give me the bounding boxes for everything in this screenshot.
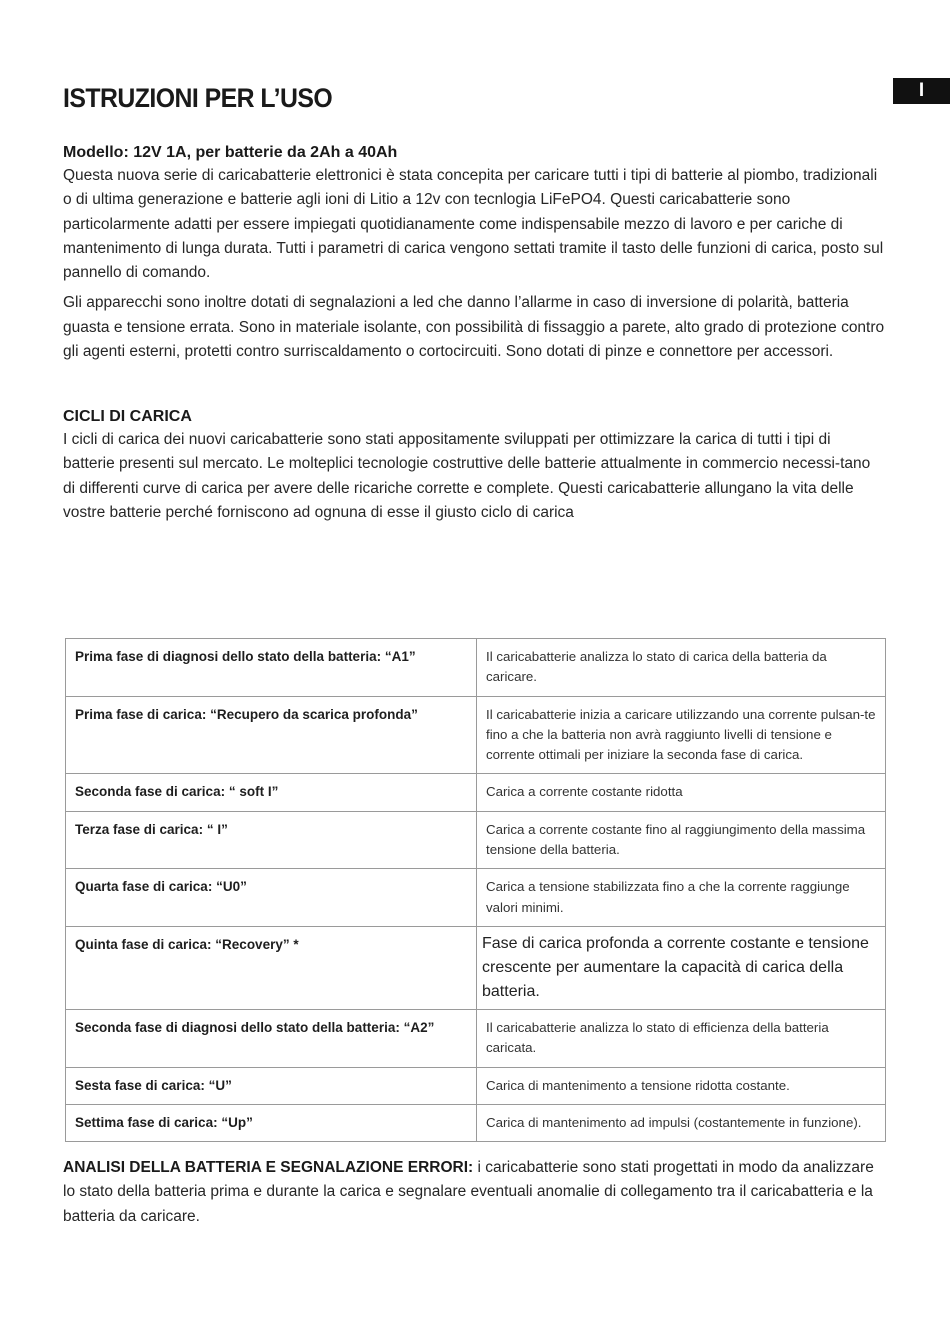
phase-label: Sesta fase di carica: “U”: [66, 1067, 477, 1104]
page-title: ISTRUZIONI PER L’USO: [63, 83, 333, 113]
table-row: [66, 869, 886, 927]
analysis-paragraph: [63, 1156, 885, 1229]
table-row: [66, 1104, 886, 1141]
phase-label: Settima fase di carica: “Up”: [66, 1104, 477, 1141]
cycles-heading: CICLI DI CARICA: [63, 408, 192, 425]
phase-label: Quinta fase di carica: “Recovery” *: [66, 926, 477, 1009]
analysis-text: i caricabatterie sono stati progettati in modo da analizzare lo stato della batteria prima e durante la carica e segnalare eventuali anomalie di collegamento tra il caricabatteria e la batteria da caricare.: [63, 1159, 874, 1225]
phase-description: Carica a corrente costante ridotta: [477, 774, 886, 811]
language-tab: I: [893, 78, 950, 104]
phase-description: Il caricabatterie analizza lo stato di efficienza della batteria caricata.: [477, 1009, 886, 1067]
model-heading: Modello: 12V 1A, per batterie da 2Ah a 40Ah: [63, 144, 398, 161]
phase-description: Carica a tensione stabilizzata fino a che la corrente raggiunge valori minimi.: [477, 869, 886, 927]
charge-phases-table: [65, 638, 886, 1142]
phase-label: Prima fase di diagnosi dello stato della batteria: “A1”: [66, 639, 477, 697]
phase-label: Prima fase di carica: “Recupero da scarica profonda”: [66, 696, 477, 774]
phase-description: Carica a corrente costante fino al raggiungimento della massima tensione della batteria.: [477, 811, 886, 869]
table-row: [66, 1009, 886, 1067]
phase-description: Il caricabatterie inizia a caricare utilizzando una corrente pulsan-te fino a che la batteria non avrà raggiunto livelli di tensione e corrente ottimali per iniziare la seconda fase di carica.: [477, 696, 886, 774]
phase-label: Terza fase di carica: “ I”: [66, 811, 477, 869]
intro-paragraph-1: Questa nuova serie di caricabatterie elettronici è stata concepita per caricare tutti i tipi di batterie al piombo, tradizionali o di ultima generazione e batterie agli ioni di Litio a 12v con tecnlogia LiFePO4. Questi caricabatterie sono particolarmente adatti per essere impiegati quotidianamente come indispensabile mezzo di lavoro e per cariche di mantenimento di lunga durata. Tutti i parametri di carica vengono settati tramite il tasto delle funzioni di carica, posto sul pannello di comando.: [63, 167, 884, 282]
phase-description: Fase di carica profonda a corrente costante e tensione crescente per aumentare la capacità di carica della batteria.: [477, 926, 886, 1009]
table-row: [66, 696, 886, 774]
table-row: [66, 811, 886, 869]
table-row: [66, 639, 886, 697]
phase-label: Seconda fase di diagnosi dello stato della batteria: “A2”: [66, 1009, 477, 1067]
table-row: [66, 926, 886, 1009]
intro-section: [63, 142, 885, 364]
phase-label: Seconda fase di carica: “ soft I”: [66, 774, 477, 811]
phase-description: Carica di mantenimento a tensione ridotta costante.: [477, 1067, 886, 1104]
phase-description: Carica di mantenimento ad impulsi (costantemente in funzione).: [477, 1104, 886, 1141]
table-row: [66, 1067, 886, 1104]
phase-description: Il caricabatterie analizza lo stato di carica della batteria da caricare.: [477, 639, 886, 697]
table-row: [66, 774, 886, 811]
intro-paragraph-2: Gli apparecchi sono inoltre dotati di segnalazioni a led che danno l’allarme in caso di inversione di polarità, batteria guasta e tensione errata. Sono in materiale isolante, con possibilità di fissaggio a parete, alto grado di protezione contro gli agenti esterni, protetti contro surriscaldamento o cortocircuiti. Sono dotati di pinze e connettore per accessori.: [63, 294, 885, 361]
cycles-paragraph: I cicli di carica dei nuovi caricabatterie sono stati appositamente sviluppati per ottimizzare la carica di tutti i tipi di batterie presenti sul mercato. Le molteplici tecnologie costruttive delle batterie attualmente in commercio necessi-tano di differenti curve di carica per avere delle ricariche corrette e complete. Questi caricabatterie allungano la vita delle vostre batterie perché forniscono ad ognuna di esse il giusto ciclo di carica: [63, 431, 871, 521]
cycles-section: [63, 406, 885, 525]
analysis-heading: ANALISI DELLA BATTERIA E SEGNALAZIONE ERRORI:: [63, 1159, 474, 1176]
analysis-section: [63, 1156, 885, 1229]
phase-label: Quarta fase di carica: “U0”: [66, 869, 477, 927]
